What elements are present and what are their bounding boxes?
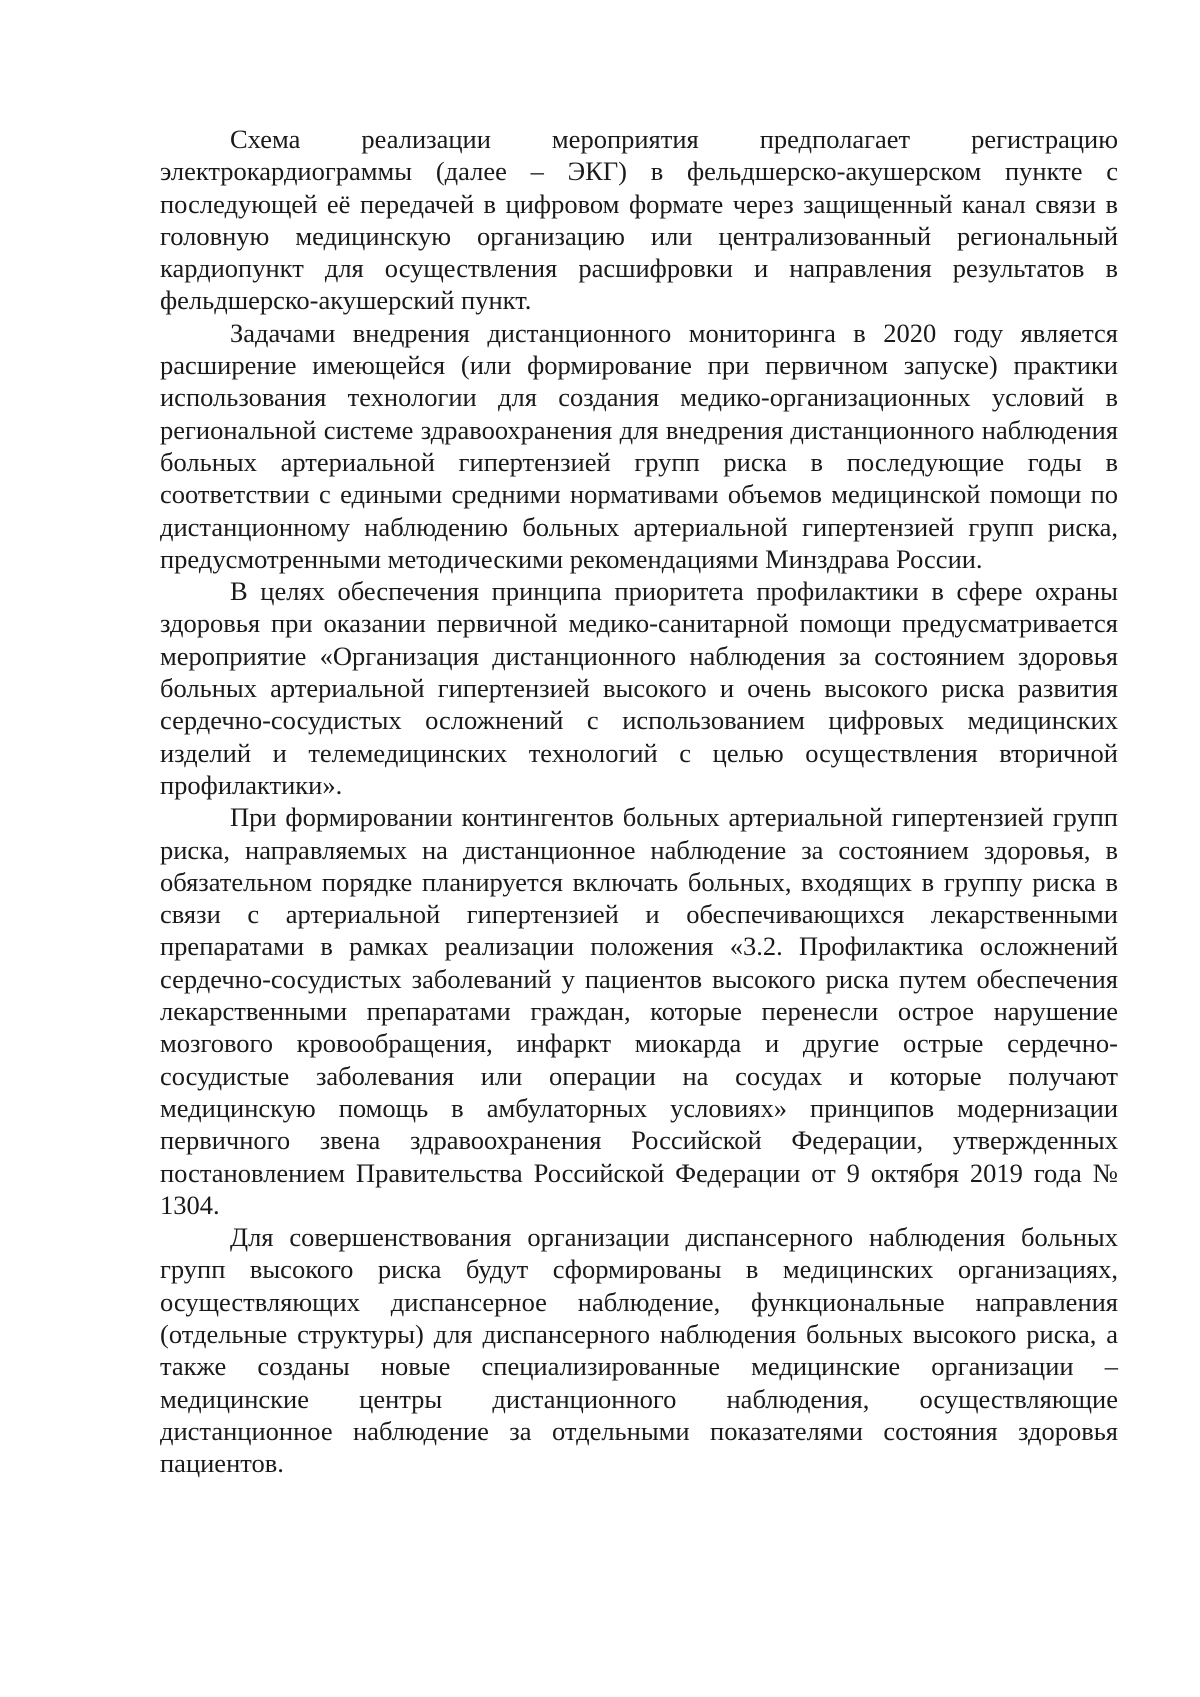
paragraph-ecg-scheme: Схема реализации мероприятия предполагает регистрацию электрокардиограммы (далее – ЭКГ) в фельдшерско-акушерском пункте с последующей её передачей в цифровом формате через защищенный канал связи в головную медицинскую организацию или централизованный региональный кардиопункт для осуществления расшифровки и направления результатов в фельдшерско-акушерский пункт. xyxy=(160,124,1118,316)
paragraph-patient-contingents: При формировании контингентов больных артериальной гипертензией групп риска, направляемых на дистанционное наблюдение за состоянием здоровья, в обязательном порядке планируется включать больных, входящих в группу риска в связи с артериальной гипертензией и обеспечивающихся лекарственными препаратами в рамках реализации положения «3.2. Профилактика осложнений сердечно-сосудистых заболеваний у пациентов высокого риска путем обеспечения лекарственными препаратами граждан, которые перенесли острое нарушение мозгового кровообращения, инфаркт миокарда и другие острые сердечно-сосудистые заболевания или операции на сосудах и которые получают медицинскую помощь в амбулаторных условиях» принципов модернизации первичного звена здравоохранения Российской Федерации, утвержденных постановлением Правительства Российской Федерации от 9 октября 2019 года № 1304. xyxy=(160,802,1118,1220)
paragraph-prevention-priority: В целях обеспечения принципа приоритета профилактики в сфере охраны здоровья при оказании первичной медико-санитарной помощи предусматривается мероприятие «Организация дистанционного наблюдения за состоянием здоровья больных артериальной гипертензией высокого и очень высокого риска развития сердечно-сосудистых осложнений с использованием цифровых медицинских изделий и телемедицинских технологий с целью осуществления вторичной профилактики». xyxy=(160,576,1118,800)
paragraph-remote-monitoring-tasks: Задачами внедрения дистанционного мониторинга в 2020 году является расширение имеющейся (или формирование при первичном запуске) практики использования технологии для создания медико-организационных условий в региональной системе здравоохранения для внедрения дистанционного наблюдения больных артериальной гипертензией групп риска в последующие годы в соответствии с едиными средними нормативами объемов медицинской помощи по дистанционному наблюдению больных артериальной гипертензией групп риска, предусмотренными методическими рекомендациями Минздрава России. xyxy=(160,317,1118,574)
document-body xyxy=(160,123,1118,1479)
paragraph-dispensary-observation: Для совершенствования организации диспансерного наблюдения больных групп высокого риска будут сформированы в медицинских организациях, осуществляющих диспансерное наблюдение, функциональные направления (отдельные структуры) для диспансерного наблюдения больных высокого риска, а также созданы новые специализированные медицинские организации – медицинские центры дистанционного наблюдения, осуществляющие дистанционное наблюдение за отдельными показателями состояния здоровья пациентов. xyxy=(160,1222,1118,1479)
